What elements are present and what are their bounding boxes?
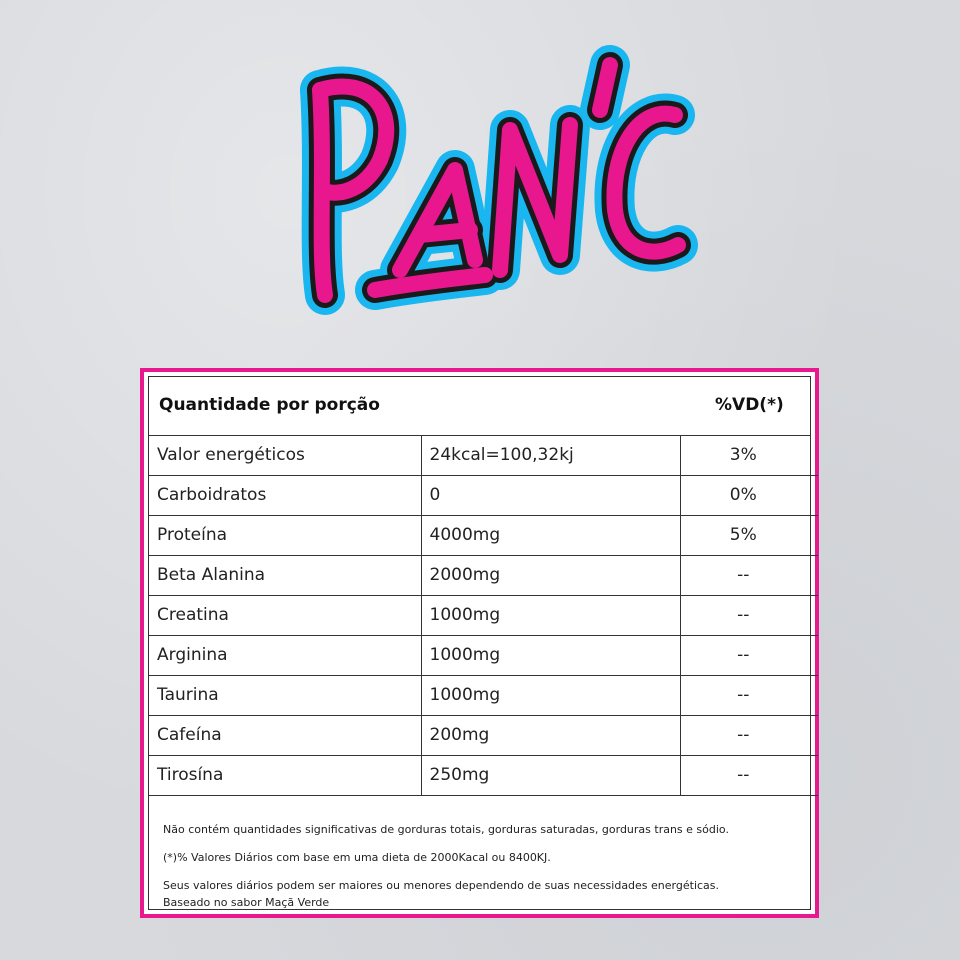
nutrient-daily-value: 3% xyxy=(680,435,818,475)
nutrient-daily-value: -- xyxy=(680,555,818,595)
footnote-no-significant: Não contém quantidades significativas de gorduras totais, gorduras saturadas, gorduras trans e sódio. xyxy=(163,823,729,836)
header-serving-label: Quantidade por porção xyxy=(159,395,380,415)
nutrient-amount: 1000mg xyxy=(421,635,680,675)
nutrient-name: Carboidratos xyxy=(149,475,421,515)
nutrient-daily-value: 5% xyxy=(680,515,818,555)
nutrient-amount: 2000mg xyxy=(421,555,680,595)
nutrient-name: Cafeína xyxy=(149,715,421,755)
nutrient-daily-value: -- xyxy=(680,715,818,755)
nutrition-table xyxy=(149,435,818,796)
table-row xyxy=(149,675,818,715)
nutrient-daily-value: -- xyxy=(680,635,818,675)
nutrition-panel xyxy=(140,368,819,918)
nutrient-name: Proteína xyxy=(149,515,421,555)
header-daily-value-label: %VD(*) xyxy=(715,395,784,415)
table-row xyxy=(149,515,818,555)
nutrient-amount: 24kcal=100,32kj xyxy=(421,435,680,475)
nutrient-amount: 250mg xyxy=(421,755,680,795)
nutrient-daily-value: 0% xyxy=(680,475,818,515)
nutrient-name: Arginina xyxy=(149,635,421,675)
nutrient-name: Valor energéticos xyxy=(149,435,421,475)
footnote-flavor: Baseado no sabor Maçã Verde xyxy=(163,896,330,909)
nutrient-name: Tirosína xyxy=(149,755,421,795)
table-row xyxy=(149,435,818,475)
nutrient-amount: 0 xyxy=(421,475,680,515)
panic-logo-graphic xyxy=(280,20,700,330)
nutrient-name: Creatina xyxy=(149,595,421,635)
table-row xyxy=(149,555,818,595)
table-row xyxy=(149,755,818,795)
nutrient-amount: 4000mg xyxy=(421,515,680,555)
footnote-daily-values-basis: (*)% Valores Diários com base em uma dieta de 2000Kacal ou 8400KJ. xyxy=(163,851,551,864)
table-header-row xyxy=(149,377,810,436)
table-row xyxy=(149,595,818,635)
table-row xyxy=(149,635,818,675)
nutrient-name: Beta Alanina xyxy=(149,555,421,595)
nutrient-daily-value: -- xyxy=(680,595,818,635)
nutrient-name: Taurina xyxy=(149,675,421,715)
nutrient-amount: 1000mg xyxy=(421,675,680,715)
nutrient-amount: 200mg xyxy=(421,715,680,755)
footnote-daily-values-vary: Seus valores diários podem ser maiores ou menores dependendo de suas necessidades energéticas. xyxy=(163,879,720,892)
nutrient-amount: 1000mg xyxy=(421,595,680,635)
nutrition-table-frame xyxy=(148,376,811,910)
nutrient-daily-value: -- xyxy=(680,675,818,715)
brand-logo xyxy=(280,20,700,330)
table-row xyxy=(149,715,818,755)
nutrient-daily-value: -- xyxy=(680,755,818,795)
table-row xyxy=(149,475,818,515)
